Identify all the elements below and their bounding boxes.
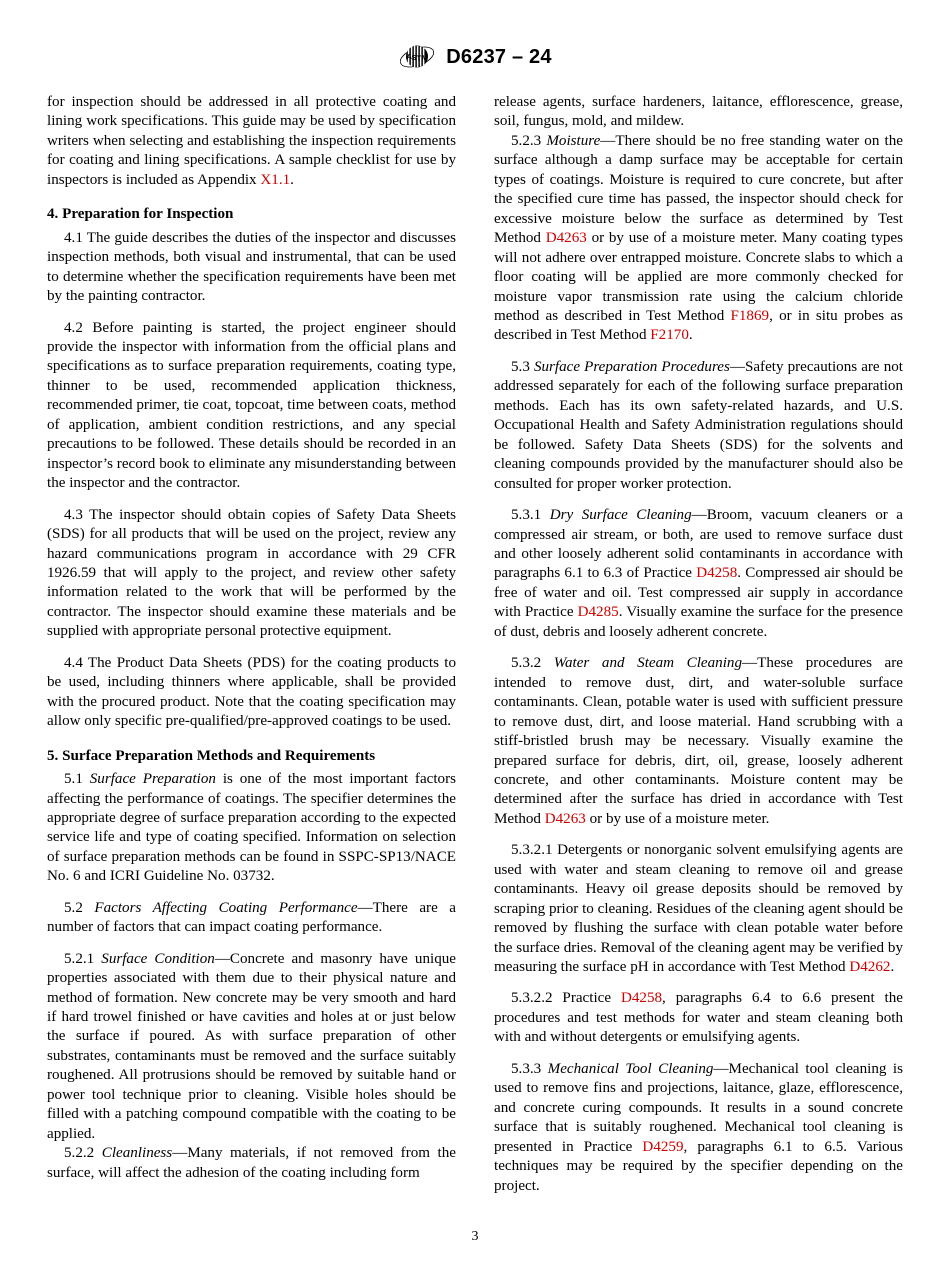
paragraph-text-4-2: Before painting is started, the project engineer should provide the inspector with information from the official plans and specifications as to surface preparation requirements, coating type, thinner to be used, recommended application thickness, recommended primer, tie coat, topcoat, time between coats, method of application, ambient condition restrictions, and any special precautions to be followed. These details should be recorded in an inspector’s record book to eliminate any misunderstanding between the inspector and the contractor. bbox=[47, 319, 456, 492]
two-column-body bbox=[47, 93, 903, 1196]
term-water-and-steam-cleaning: Water and Steam Cleaning bbox=[553, 655, 742, 672]
term-mechanical-tool-cleaning: Mechanical Tool Cleaning bbox=[547, 1060, 714, 1077]
svg-text:M: M bbox=[421, 53, 429, 62]
paragraph-text-5-3-2-1-a: Detergents or nonorganic solvent emulsifying agents are used with water and steam cleaning to remove oil and grease contaminants. Heavy oil grease deposits should be removed by scraping prior to cleaning. Residues of the cleaning agent should be removed by flushing the surface with clean potable water before the surface dries. Removal of the cleaning agent may be verified by measuring the surface pH in accordance with Test Method bbox=[494, 842, 903, 976]
paragraph-5-3-3 bbox=[494, 1060, 903, 1196]
link-d4263[interactable]: D4263 bbox=[545, 230, 587, 247]
page-footer bbox=[0, 1229, 950, 1245]
paragraph-4-3 bbox=[47, 506, 456, 642]
paragraph-4-1 bbox=[47, 229, 456, 307]
paragraph-label-5-2-2: 5.2.2 bbox=[64, 1145, 95, 1162]
term-surface-preparation-procedures: Surface Preparation Procedures bbox=[533, 358, 730, 375]
paragraph-4-2 bbox=[47, 319, 456, 494]
paragraph-text-5-2-2: —Many materials, if not removed from the surface, will affect the adhesion of the coating including form bbox=[47, 1145, 456, 1181]
term-cleanliness: Cleanliness bbox=[101, 1145, 173, 1162]
paragraph-label-5-2: 5.2 bbox=[64, 899, 83, 916]
paragraph-text-4-4: The Product Data Sheets (PDS) for the coating products to be used, including thinners where applicable, shall be provided with the procured product. Note that the coating specification may allow only specific pre-qualified/pre-approved coatings to be used. bbox=[47, 654, 456, 730]
svg-text:T: T bbox=[416, 53, 422, 63]
paragraph-text-4-1: The guide describes the duties of the inspector and discusses inspection methods, both visual and instrumental, that can be used to determine whether the specification requirements have been met by the painting contractor. bbox=[47, 229, 456, 305]
paragraph-label-5-3-1: 5.3.1 bbox=[511, 507, 542, 524]
paragraph-text-5-3-3-b: , paragraphs 6.1 to 6.5. Various techniques may be required by the specifier depending on the project. bbox=[494, 1138, 903, 1194]
paragraph-4-4 bbox=[47, 654, 456, 732]
paragraph-text-5-2-3-a: —There should be no free standing water on the surface although a damp surface may be acceptable for certain types of coatings. Moisture is required to cure concrete, but after the specified cure time has passed, the inspector should check for excessive moisture below the surface as determined by Test Method bbox=[494, 132, 903, 247]
paragraph-text-5-3-1-a: —Broom, vacuum cleaners or a compressed air stream, or both, are used to remove surface dust and other loosely adherent solid contaminants in accordance with paragraphs 6.1 to 6.3 of Practice bbox=[494, 507, 903, 582]
paragraph-5-3-1 bbox=[494, 506, 903, 642]
svg-text:A: A bbox=[406, 52, 413, 61]
paragraph-label-5-3-3: 5.3.3 bbox=[511, 1060, 542, 1077]
paragraph-label-5-2-3: 5.2.3 bbox=[511, 132, 542, 149]
paragraph-label-5-2-1: 5.2.1 bbox=[64, 950, 95, 967]
page-number: 3 bbox=[471, 1229, 479, 1244]
paragraph-text-5-2: —There are a number of factors that can impact coating performance. bbox=[47, 899, 456, 936]
paragraph-text-5-3: —Safety precautions are not addressed separately for each of the following surface preparation methods. Each has its own safety-related hazards, and U.S. Occupational Health and Safety Administration regulations should be followed. Safety Data Sheets (SDS) for the solvents and cleaning compounds provided by the manufacturer should also be consulted for proper worker protection. bbox=[494, 358, 903, 492]
paragraph-5-2 bbox=[47, 899, 456, 938]
left-column bbox=[47, 93, 456, 1196]
astm-logo-icon bbox=[398, 42, 436, 72]
paragraph-label-4-1: 4.1 bbox=[64, 229, 83, 246]
paragraph-text-5-2-3-d: . bbox=[688, 327, 693, 344]
link-d4263-b[interactable]: D4263 bbox=[544, 810, 586, 827]
paragraph-label-5-3-2-1: 5.3.2.1 bbox=[511, 842, 553, 859]
paragraph-text-5-3-2-1-b: . bbox=[890, 959, 895, 976]
paragraph-5-3 bbox=[494, 358, 903, 494]
paragraph-text-5-3-1-b: . Compressed air should be free of water and oil. Test compressed air supply in accordance with Practice bbox=[494, 565, 903, 621]
paragraph-continued-from-previous-page bbox=[47, 93, 456, 190]
paragraph-5-3-2-1 bbox=[494, 841, 903, 977]
paragraph-5-1 bbox=[47, 770, 456, 887]
paragraph-text-5-3-1-c: . Visually examine the surface for the presence of dust, debris and loosely adherent concrete. bbox=[494, 604, 903, 640]
continued-text-tail: . bbox=[290, 171, 294, 188]
svg-text:S: S bbox=[411, 53, 417, 62]
link-appendix-x11[interactable]: X1.1 bbox=[260, 171, 291, 188]
paragraph-label-4-3: 4.3 bbox=[64, 506, 83, 523]
term-moisture: Moisture bbox=[546, 132, 601, 149]
link-d4285[interactable]: D4285 bbox=[577, 604, 619, 621]
paragraph-text-5-3-2-a: —These procedures are intended to remove dust, dirt, and water-soluble surface contaminants. Clean, potable water is used with sufficient pressure to remove dust, dirt, and loose material. Hand scrubbing with a stiff-bristled brush may be necessary. Visually examine the prepared surface for debris, dirt, oil, grease, loosely adherent concrete, and other contaminants. Moisture content may be determined after the surface has dried in accordance with Test Method bbox=[494, 655, 903, 827]
term-factors-affecting-coating-performance: Factors Affecting Coating Performance bbox=[94, 899, 358, 916]
page-header bbox=[0, 42, 950, 72]
paragraph-5-2-2 bbox=[47, 1144, 456, 1183]
link-f2170[interactable]: F2170 bbox=[650, 327, 689, 344]
paragraph-text-5-3-3-a: —Mechanical tool cleaning is used to remove fins and projections, laitance, glaze, efflorescence, and concrete curing compounds. It results in a sound concrete surface that is suitably roughened. Mechanical tool cleaning is presented in Practice bbox=[494, 1060, 903, 1155]
right-column bbox=[494, 93, 903, 1196]
document-designation: D6237 – 24 bbox=[446, 45, 552, 68]
paragraph-5-2-3 bbox=[494, 132, 903, 346]
paragraph-text-4-3: The inspector should obtain copies of Safety Data Sheets (SDS) for all products that will be used on the project, review any hazard communications program in accordance with 29 CFR 1926.59 that will apply to the project, and review other safety information related to the work that will be performed by the contractor. The inspector should examine these materials and be supplied with appropriate personal protective equipment. bbox=[47, 506, 456, 640]
paragraph-text-5-3-2-2-a: Practice bbox=[552, 990, 621, 1007]
link-f1869[interactable]: F1869 bbox=[730, 307, 770, 324]
paragraph-label-5-1: 5.1 bbox=[64, 771, 83, 788]
continued-text: for inspection should be addressed in all protective coating and lining work specifications. This guide may be used by specification writers when selecting and establishing the inspection requirements for coating and lining specifications. A sample checklist for use by inspectors is included as Appendix bbox=[47, 94, 456, 188]
term-surface-condition: Surface Condition bbox=[101, 950, 215, 967]
paragraph-text-5-2-3-b: or by use of a moisture meter. Many coating types will not adhere over entrapped moisture. Concrete slabs to which a floor coating will be applied are more commonly checked for moisture vapor transmission rate using the calcium chloride method as described in Test Method bbox=[494, 230, 903, 324]
heading-section-4: 4. Preparation for Inspection bbox=[47, 206, 234, 223]
paragraph-text-5-3-2-b: or by use of a moisture meter. bbox=[585, 810, 770, 827]
link-d4259[interactable]: D4259 bbox=[642, 1138, 684, 1155]
term-dry-surface-cleaning: Dry Surface Cleaning bbox=[549, 507, 692, 524]
paragraph-label-5-3-2: 5.3.2 bbox=[511, 655, 542, 672]
paragraph-continued-5-2-2: release agents, surface hardeners, laitance, efflorescence, grease, soil, fungus, mold, and mildew. bbox=[494, 94, 903, 130]
link-d4262[interactable]: D4262 bbox=[849, 959, 891, 976]
heading-section-5: 5. Surface Preparation Methods and Requirements bbox=[47, 747, 376, 764]
link-d4258-a[interactable]: D4258 bbox=[696, 565, 738, 582]
paragraph-5-3-2-2 bbox=[494, 989, 903, 1047]
paragraph-label-4-2: 4.2 bbox=[64, 319, 83, 336]
paragraph-text-5-2-1: —Concrete and masonry have unique properties associated with them due to their physical nature and method of formation. New concrete may be very smooth and hard if hard trowel finished or have cavities and holes at or just below the surface if poured. As with surface preparation of other substrates, contaminants must be removed and the surface suitably roughened. All protrusions should be removed by suitable hand or power tool technique prior to cleaning. Visible holes should be filled with a patching compound compatible with the coating to be applied. bbox=[47, 950, 457, 1142]
paragraph-label-4-4: 4.4 bbox=[64, 654, 83, 671]
paragraph-text-5-1: is one of the most important factors affecting the performance of coatings. The specifier determines the appropriate degree of surface preparation according to the expected service life and type of coating specified. Information on selection of surface preparation methods can be found in SSPC-SP13/NACE No. 6 and ICRI Guideline No. 03732. bbox=[47, 771, 456, 885]
paragraph-text-5-2-3-c: , or in situ probes as described in Test Method bbox=[494, 307, 903, 344]
paragraph-label-5-3-2-2: 5.3.2.2 bbox=[511, 990, 553, 1007]
paragraph-label-5-3: 5.3 bbox=[511, 358, 530, 375]
paragraph-5-2-1 bbox=[47, 950, 456, 1145]
link-d4258-b[interactable]: D4258 bbox=[620, 990, 663, 1007]
term-surface-preparation: Surface Preparation bbox=[89, 771, 216, 788]
paragraph-text-5-3-2-2-b: , paragraphs 6.4 to 6.6 present the procedures and test methods for water and steam cleaning both with and without detergents or emulsifying agents. bbox=[494, 990, 903, 1046]
paragraph-5-3-2 bbox=[494, 654, 903, 829]
